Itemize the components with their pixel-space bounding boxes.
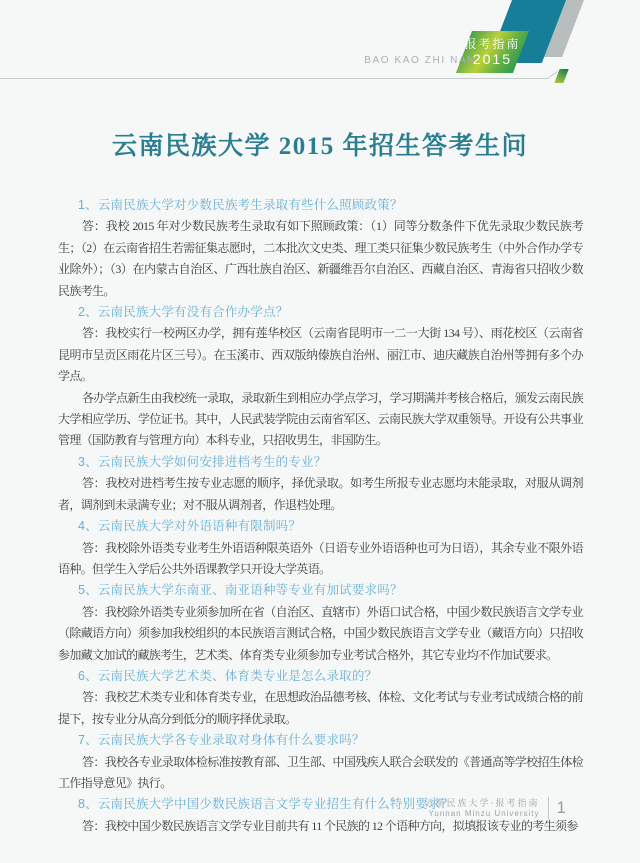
page-title: 云南民族大学 2015 年招生答考生问: [111, 133, 528, 160]
footer-title-cn: 云南民族大学·报考指南: [424, 797, 540, 808]
answer-paragraph: 答：我校 2015 年对少数民族考生录取有如下照顾政策：（1）同等分数条件下优先录取少数民族考生；（2）在云南省招生若需征集志愿时，二本批次文史类、理工类只征集少数民族考生（中外合作办学专业除外）；（3）在内蒙古自治区、广西壮族自治区、新疆维吾尔自治区、西藏自治区、青海省只招收少数民族考生。: [58, 219, 583, 298]
question-heading: 8、云南民族大学中国少数民族语言文学专业招生有什么特别要求？: [78, 797, 454, 812]
question-heading: 5、云南民族大学东南亚、南亚语种等专业有加试要求吗？: [78, 583, 403, 598]
question-heading: 6、云南民族大学艺术类、体育类专业是怎么录取的？: [78, 668, 378, 683]
qa-block-4: [58, 516, 583, 580]
qa-content: [58, 195, 583, 837]
question-heading: 7、云南民族大学各专业录取对身体有什么要求吗？: [78, 733, 365, 748]
edition-badge: [456, 31, 529, 73]
header-pinyin-slogan: BAO KAO ZHI NAN: [364, 55, 476, 66]
answer-paragraph: 答：我校各专业录取体检标准按教育部、卫生部、中国残疾人联合会联发的《普通高等学校招生体检工作指导意见》执行。: [58, 754, 583, 790]
footer-divider: [548, 797, 549, 819]
answer-paragraph: 答：我校对进档考生按专业志愿的顺序，择优录取。如考生所报专业志愿均未能录取，对服从调剂者，调剂到未录满专业；对不服从调剂者，作退档处理。: [58, 476, 583, 512]
page-number: 1: [556, 798, 566, 817]
header-rule-line: [0, 78, 548, 79]
qa-block-1: [58, 195, 583, 302]
qa-block-3: [58, 452, 583, 516]
footer-publication: [425, 798, 540, 819]
answer-paragraph: 答：我校除外语类专业须参加所在省（自治区、直辖市）外语口试合格，中国少数民族语言文学专业（除藏语方向）须参加我校组织的本民族语言测试合格，中国少数民族语言文学专业（藏语方向）只招收参加藏文加试的藏族考生，艺术类、体育类专业须参加专业考试合格外，其它专业均不作加试要求。: [58, 604, 583, 662]
answer-paragraph: 答：我校中国少数民族语言文学专业目前共有 11 个民族的 12 个语种方向，拟填报该专业的考生须参: [82, 818, 578, 833]
edition-badge-text: [464, 31, 521, 73]
qa-block-7: [58, 730, 583, 794]
question-heading: 4、云南民族大学对外语语种有限制吗？: [78, 519, 302, 534]
question-heading: 2、云南民族大学有没有合作办学点？: [78, 305, 289, 320]
answer-paragraph: 答：我校除外语类专业考生外语语种限英语外（日语专业外语语种也可为日语），其余专业不限外语语种。但学生入学后公共外语课教学只开设大学英语。: [58, 540, 583, 576]
question-heading: 3、云南民族大学如何安排进档考生的专业？: [78, 454, 327, 469]
answer-paragraph: 各办学点新生由我校统一录取，录取新生到相应办学点学习，学习期满并考核合格后，颁发云南民族大学相应学历、学位证书。其中，人民武装学院由云南省军区、云南民族大学双重领导。开设有公共事业管理（国防教育与管理方向）本科专业，只招收男生，非国防生。: [58, 390, 583, 448]
badge-title: 报考指南: [464, 37, 521, 51]
qa-block-6: [58, 666, 583, 730]
footer-title-en: Yunnan Minzu University: [428, 808, 540, 818]
qa-block-5: [58, 580, 583, 666]
qa-block-2: [58, 302, 583, 452]
answer-paragraph: 答：我校艺术类专业和体育类专业，在思想政治品德考核、体检、文化考试与专业考试成绩合格的前提下，按专业分从高分到低分的顺序择优录取。: [58, 690, 583, 726]
page-footer: [425, 797, 566, 819]
answer-paragraph: 答：我校实行一校两区办学，拥有莲华校区（云南省昆明市一二一大街 134 号）、雨花校区（云南省昆明市呈贡区雨花片区三号）。在玉溪市、西双版纳傣族自治州、丽江市、迪庆藏族自治州等拥有多个办学点。: [58, 326, 583, 384]
question-heading: 1、云南民族大学对少数民族考生录取有些什么照顾政策？: [78, 198, 403, 212]
badge-year: 2015: [472, 51, 513, 67]
